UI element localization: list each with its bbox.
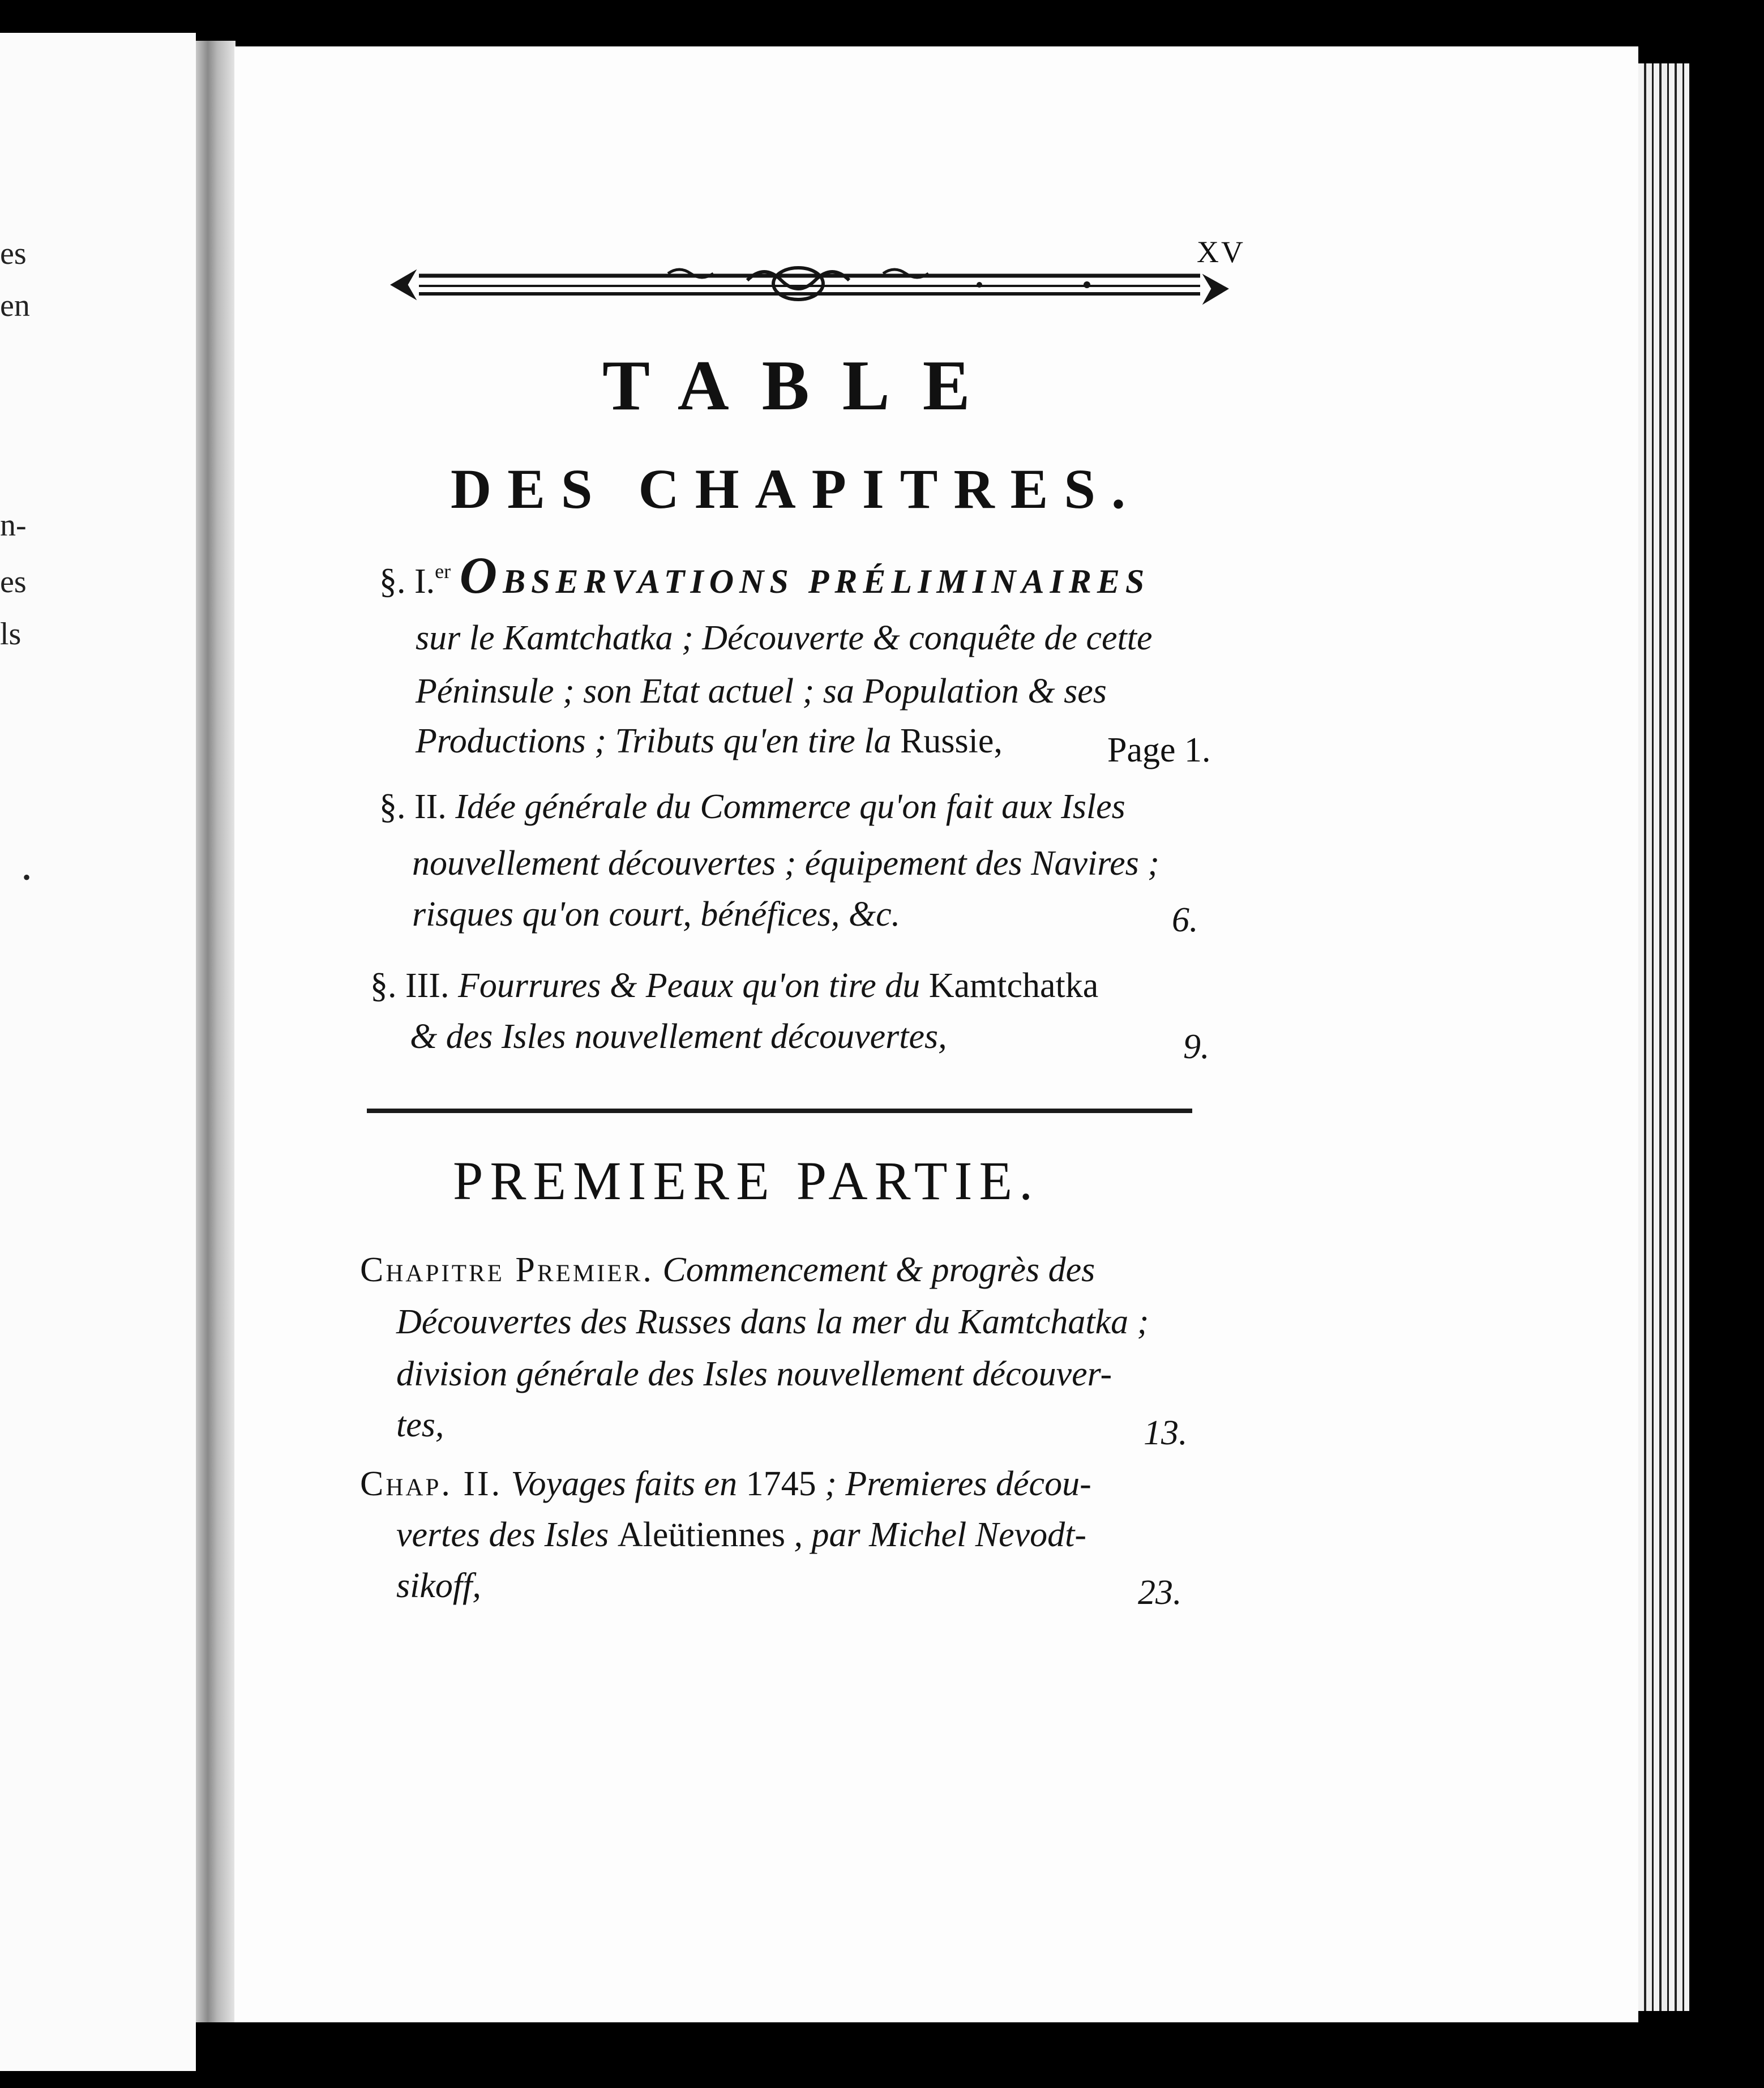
section-divider-rule <box>367 1109 1192 1113</box>
book-gutter <box>196 41 236 2022</box>
page-edges <box>1638 63 1689 2011</box>
toc-line-text: Productions ; Tributs qu'en tire la <box>416 722 892 760</box>
left-page-fragment: ls <box>0 617 22 652</box>
toc-year: 1745 <box>746 1465 816 1503</box>
toc-entry <box>370 968 1098 1003</box>
heading-initial: O <box>459 546 503 604</box>
toc-line: Découvertes des Russes dans la mer du Kamtchatka ; <box>396 1303 1149 1341</box>
chapter-label: Chapitre Premier. <box>360 1251 654 1289</box>
left-page-fragment: en <box>0 288 30 323</box>
page-number: XV <box>1197 235 1245 269</box>
toc-place-name: Kamtchatka <box>928 966 1099 1005</box>
toc-line-text: , par Michel Nevodt- <box>794 1516 1087 1554</box>
page-label: Page <box>1107 731 1176 769</box>
toc-page-ref <box>1107 730 1211 771</box>
toc-line-text: Fourrures & Peaux qu'on tire du <box>457 966 920 1005</box>
toc-place-name: Aleütiennes <box>617 1516 785 1554</box>
title-table: TABLE <box>602 346 1003 425</box>
toc-line: risques qu'on court, bénéfices, &c. <box>412 895 901 934</box>
section-number: §. III. <box>370 966 449 1005</box>
toc-page-ref: 23. <box>1138 1573 1182 1612</box>
section-number: §. II. <box>379 788 447 826</box>
heading-text: BSERVATIONS PRÉLIMINAIRES <box>503 563 1150 600</box>
toc-line-text: Voyages faits en <box>511 1465 738 1503</box>
toc-page-ref: 9. <box>1183 1028 1210 1066</box>
left-page-fragment: n- <box>0 508 27 543</box>
toc-line-text: Commencement & progrès des <box>662 1251 1095 1289</box>
toc-line-text: Idée générale du Commerce qu'on fait aux Isles <box>455 788 1125 826</box>
toc-line: sur le Kamtchatka ; Découverte & conquête de cette <box>416 619 1153 657</box>
section-superscript: er <box>435 560 451 583</box>
toc-line <box>416 724 1003 759</box>
toc-line: & des Isles nouvellement découvertes, <box>410 1017 947 1056</box>
toc-entry <box>379 789 1125 824</box>
toc-line-text: vertes des Isles <box>396 1516 609 1554</box>
toc-line: sikoff, <box>396 1567 481 1605</box>
title-des-chapitres: DES CHAPITRES. <box>451 457 1141 520</box>
section-number: §. I. <box>379 562 435 601</box>
ornamental-headband <box>385 258 1234 311</box>
toc-line: Péninsule ; son Etat actuel ; sa Population & ses <box>416 672 1107 711</box>
toc-page-ref: 13. <box>1144 1414 1188 1452</box>
toc-section-heading <box>379 546 1150 604</box>
left-page-fragment: es <box>0 236 27 271</box>
toc-line: nouvellement découvertes ; équipement des Navires ; <box>412 844 1159 883</box>
left-page-fragment: es <box>0 564 27 600</box>
toc-line: division générale des Isles nouvellement découver- <box>396 1355 1112 1393</box>
toc-place-name: Russie, <box>900 722 1003 760</box>
toc-entry <box>360 1252 1095 1287</box>
toc-line: tes, <box>396 1406 444 1444</box>
toc-line-text: ; Premieres décou- <box>825 1465 1091 1503</box>
left-page-fragment: • <box>23 865 31 890</box>
part-title: PREMIERE PARTIE. <box>453 1150 1040 1211</box>
left-page <box>0 33 196 2071</box>
chapter-label: Chap. II. <box>360 1465 503 1503</box>
page-value: 1. <box>1184 731 1211 769</box>
toc-page-ref: 6. <box>1172 901 1198 939</box>
toc-line <box>396 1517 1086 1552</box>
toc-entry <box>360 1466 1091 1501</box>
